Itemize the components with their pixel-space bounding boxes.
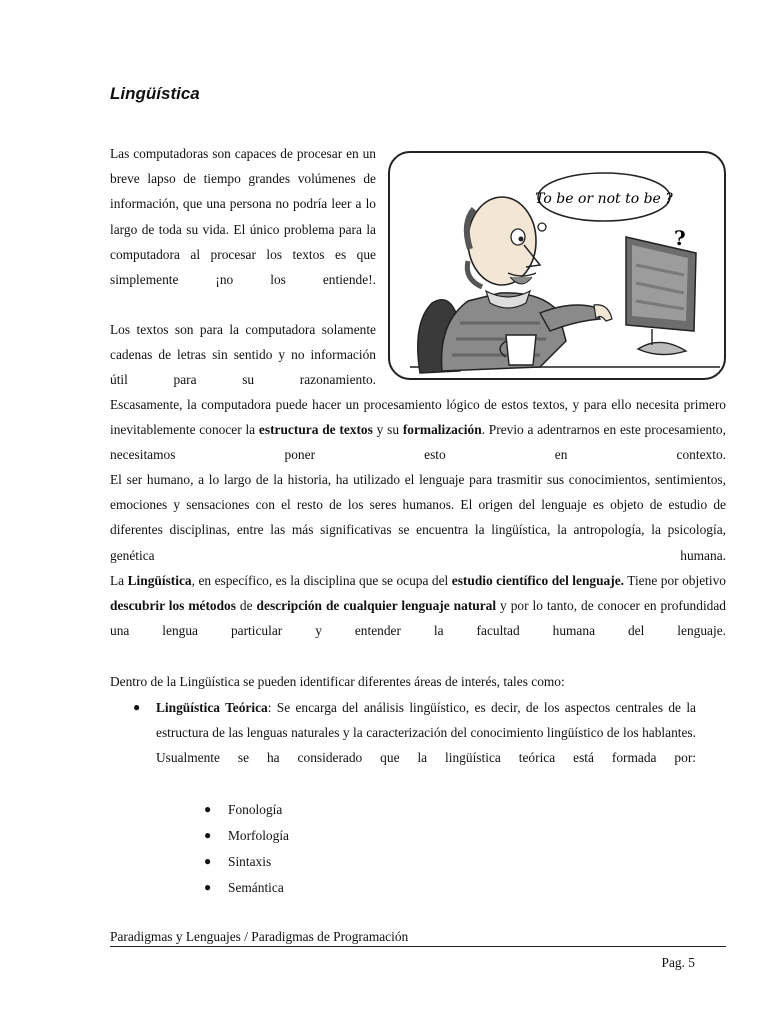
- paragraph-areas: Dentro de la Lingüística se pueden identificar diferentes áreas de interés, tales como:: [110, 674, 565, 689]
- sub-item-fonologia: Fonología: [228, 802, 283, 817]
- sub-bullet-dot: ●: [204, 802, 212, 816]
- sub-bullet-dot: ●: [204, 880, 212, 894]
- sub-item-semantica: Semántica: [228, 880, 284, 895]
- intro-paragraph-1: Las computadoras son capaces de procesar en un breve lapso de tiempo grandes volúmenes de información, que una persona no podría leer a lo largo de toda su vida. El único problema para la computadora al procesar los textos es que simplemente ¡no los entiende!.: [110, 146, 376, 288]
- footer-title: Paradigmas y Lenguajes / Paradigmas de Programación: [110, 929, 409, 944]
- shakespeare-computer-illustration: [390, 153, 724, 378]
- page-title: Lingüística: [110, 84, 200, 103]
- paragraph-escasamente: Escasamente, la computadora puede hacer un procesamiento lógico de estos textos, y para ello necesita primero inevitablemente conocer la estructura de textos y su formalización. Previo a adentrarnos en este procesamiento, necesitamos poner esto en contexto.: [110, 397, 726, 463]
- bullet-linguistica-teorica: Lingüística Teórica: Se encarga del análisis lingüístico, es decir, de los aspectos centrales de la estructura de las lenguas naturales y la caracterización del conocimiento lingüístico de los hablantes. Usualmente se ha considerado que la lingüística teórica está formada por:: [156, 700, 696, 766]
- sub-bullet-dot: ●: [204, 828, 212, 842]
- paragraph-ser-humano: El ser humano, a lo largo de la historia, ha utilizado el lenguaje para trasmitir sus conocimientos, sentimientos, emociones y sensaciones con el resto de los seres humanos. El origen del lenguaje es objeto de estudio de diferentes disciplinas, entre las más significativas se encuentra la lingüística, la antropología, la psicología, genética humana.: [110, 472, 726, 563]
- illustration-frame: [388, 151, 726, 380]
- page-number: Pag. 5: [661, 955, 695, 970]
- sub-item-sintaxis: Sintaxis: [228, 854, 272, 869]
- paragraph-linguistica: La Lingüística, en específico, es la disciplina que se ocupa del estudio científico del lenguaje. Tiene por objetivo descubrir los métodos de descripción de cualquier lenguaje natural y por lo tanto, de conocer en profundidad una lengua particular y entender la facultad humana del lenguaje.: [110, 573, 726, 639]
- bubble-text: To be or not to be ?: [535, 191, 673, 207]
- sub-item-morfologia: Morfología: [228, 828, 289, 843]
- intro-paragraph-2: Los textos son para la computadora solamente cadenas de letras sin sentido y no información útil para su razonamiento.: [110, 322, 376, 388]
- bullet-dot: ●: [133, 700, 141, 714]
- sub-bullet-dot: ●: [204, 854, 212, 868]
- footer-divider: [110, 946, 726, 947]
- question-mark: ?: [674, 226, 686, 250]
